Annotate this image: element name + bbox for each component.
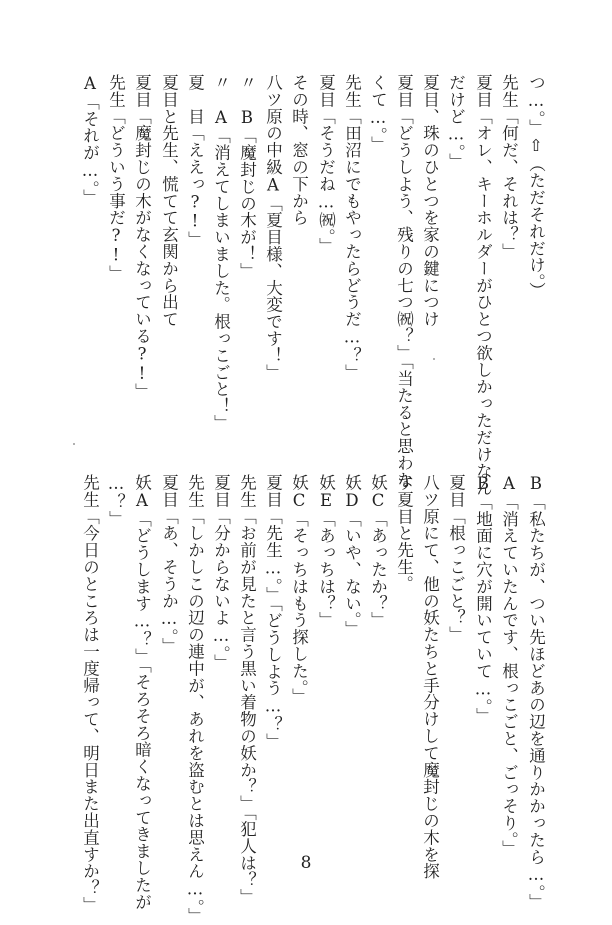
script-line: 先生「しかしこの辺の連中が、あれを盗むとは思えん…。」 (185, 474, 205, 925)
script-line: B「地面に穴が開いていて…。」 (473, 474, 493, 725)
script-line: 妖C「あったか？」 (368, 474, 388, 629)
script-line: 八ツ原にて、他の妖たちと手分けして魔封じの木を探 (420, 474, 440, 880)
script-line: 妖E「あっちは？」 (316, 474, 336, 629)
script-line: 夏目「先生…。」「どうしよう…？」 (263, 474, 283, 750)
script-line: 夏目と先生、慌てて玄関から出て (159, 74, 179, 328)
script-line: A「それが…。」 (80, 74, 100, 206)
script-line: その時、窓の下から (289, 74, 309, 227)
script-line: 夏目「魔封じの木がなくなっている?!」 (132, 74, 152, 401)
script-line: 〃 B「魔封じの木が！」 (237, 74, 257, 280)
script-line: だけど…。」 (446, 74, 466, 170)
script-line: 夏 目「ええっ?!」 (185, 74, 205, 248)
scan-speck (433, 358, 435, 360)
script-line: 先生「今日のところは一度帰って、明日また出直すか？」 (80, 474, 100, 914)
script-line: 〃 A「消えてしまいました。根っこごと！」 (211, 74, 231, 432)
script-line: B「私たちが、つい先ほどあの辺を通りかかったら…。」 (526, 474, 546, 911)
script-line: 妖C「そっちはもう探した。」 (289, 474, 309, 705)
script-line: 先生「お前が見たと言う黒い着物の妖か？」「犯人は？」 (237, 474, 257, 906)
script-line: 八ツ原の中級A「夏目様、大変です！」 (263, 74, 283, 381)
scan-speck (73, 443, 75, 445)
script-line: つ…。」⇧（ただそれだけ。） (526, 74, 546, 300)
script-line: 先生「どういう事だ?!」 (106, 74, 126, 282)
script-line: 夏目、珠のひとつを家の鍵につけ (420, 74, 440, 328)
page-number: 8 (300, 853, 312, 873)
script-line: くて…。」 (368, 74, 388, 153)
script-line: A「消えていたんです、根っこごと、ごっそり。」 (499, 474, 519, 857)
script-line: 夏目「分からないよ…。」 (211, 474, 231, 672)
script-line: 夏目「そうだね…㈷。」 (316, 74, 336, 255)
script-line: す夏目と先生。 (394, 474, 414, 593)
script-line: 夏目「あ、そうか…。」 (159, 474, 179, 655)
script-line: 妖A「どうします…？」「そろそろ暗くなってきましたが (132, 474, 152, 911)
script-line: 夏目「根っこごと？」 (446, 474, 466, 643)
script-line: 妖D「いや、ない。」 (342, 474, 362, 638)
script-line: 先生「田沼にでもやったらどうだ…？」 (342, 74, 362, 381)
script-line: …？」 (106, 474, 126, 528)
script-line: 夏目「どうしよう、残りの七つ㈷？」「当たると思わな (394, 74, 414, 489)
script-line: 先生「何だ、それは？」 (499, 74, 519, 260)
script-line: 夏目「オレ、キーホルダーがひとつ欲しかっただけなん (473, 74, 493, 497)
